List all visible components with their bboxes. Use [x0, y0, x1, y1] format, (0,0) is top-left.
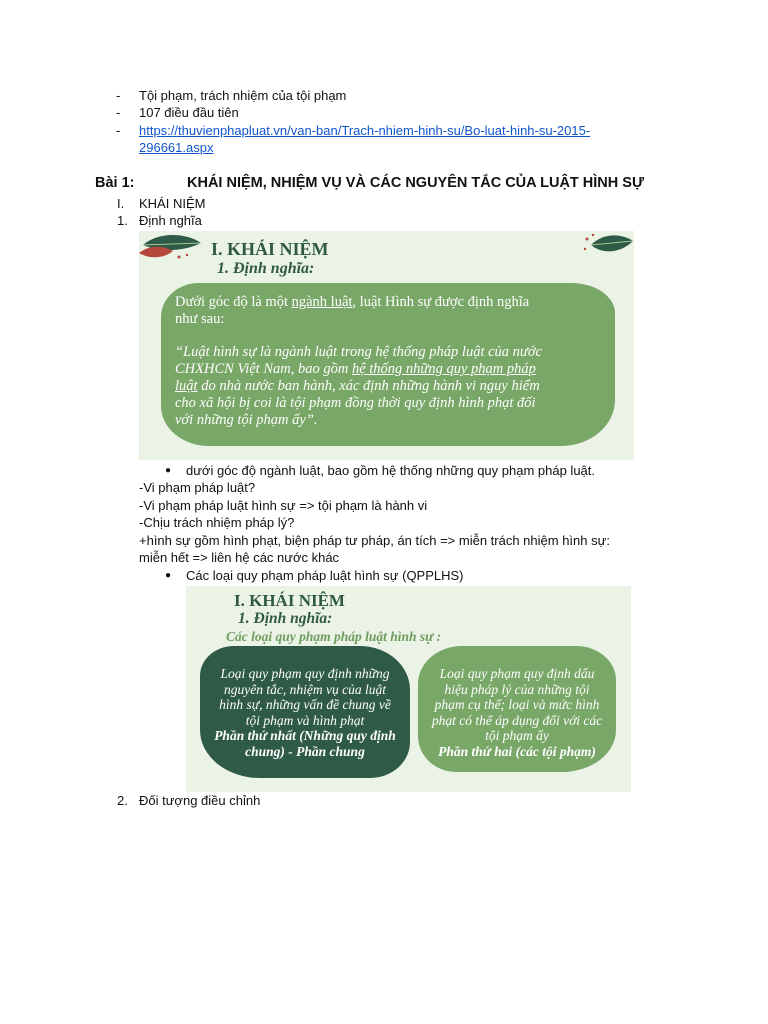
special-part-box — [418, 646, 616, 772]
section-label: KHÁI NIỆM — [139, 196, 206, 211]
section-number: I. — [117, 196, 125, 211]
law-link-line1: https://thuvienphapluat.vn/van-ban/Trach-nhiem-hinh-su/Bo-luat-hinh-su-2015- — [139, 123, 591, 138]
note-line: -Chịu trách nhiệm pháp lý? — [139, 515, 295, 530]
definition-quote: “Luật hình sự là ngành luật trong hệ thống pháp luật của nước — [175, 344, 542, 360]
law-link-line2: 296661.aspx — [139, 140, 214, 155]
list-item: 107 điều đầu tiên — [139, 105, 239, 120]
slide-title: I. KHÁI NIỆM — [211, 239, 329, 259]
subsection-number: 1. — [117, 213, 128, 228]
law-link[interactable] — [139, 122, 590, 156]
note-bullet: Các loại quy phạm pháp luật hình sự (QPPLHS) — [186, 568, 464, 583]
list-dash: - — [116, 123, 121, 138]
lesson-heading — [95, 175, 644, 191]
list-item: Tội phạm, trách nhiệm của tội phạm — [139, 88, 347, 103]
leaf-decoration-icon — [139, 231, 209, 265]
definition-quote: CHXHCN Việt Nam, bao gồm hệ thống những quy phạm pháp — [175, 361, 536, 377]
definition-slide — [139, 231, 634, 460]
subsection-label: Đối tượng điều chỉnh — [139, 793, 261, 808]
subsection-label: Định nghĩa — [139, 213, 202, 228]
definition-quote: cho xã hội bị coi là tội phạm đồng thời quy định hình phạt đối — [175, 395, 536, 411]
list-dash: - — [116, 88, 121, 103]
note-line: -Vi phạm pháp luật hình sự => tội phạm là hành vi — [139, 498, 428, 513]
list-dash: - — [116, 105, 121, 120]
definition-quote: với những tội phạm ấy”. — [175, 412, 318, 428]
slide-subtitle: 1. Định nghĩa: — [238, 610, 333, 627]
bullet-icon: ● — [165, 570, 172, 581]
note-line: -Vi phạm pháp luật? — [139, 480, 256, 495]
definition-quote: luật do nhà nước ban hành, xác định những hành vi nguy hiểm — [175, 378, 540, 394]
norm-types-slide — [186, 586, 631, 792]
note-line: miễn hết => liên hệ các nước khác — [139, 550, 340, 565]
leaf-decoration-icon — [581, 231, 634, 261]
lesson-number: Bài 1: — [95, 175, 135, 191]
bullet-icon: ● — [165, 465, 172, 476]
special-part-text: Loại quy phạm quy định dấu hiệu pháp lý của những tội phạm cụ thể; loại và mức hình phạt có thể áp dụng đối với các tội phạm ấy Phần thứ hai (các tội phạm) — [431, 666, 603, 759]
slide-title: I. KHÁI NIỆM — [234, 591, 345, 610]
note-line: +hình sự gồm hình phạt, biện pháp tư pháp, án tích => miễn trách nhiệm hình sự: — [139, 533, 610, 548]
definition-intro-cont: như sau: — [175, 311, 225, 327]
definition-intro: Dưới góc độ là một ngành luật, luật Hình sự được định nghĩa — [175, 294, 530, 310]
subsection-number: 2. — [117, 793, 128, 808]
slide-caption: Các loại quy phạm pháp luật hình sự : — [226, 629, 442, 644]
general-part-text: Loại quy phạm quy định những nguyên tắc, nhiệm vụ của luật hình sự, những vấn đề chung về tội phạm và hình phạt Phần thứ nhất (Những quy định chung) - Phần chung — [214, 666, 396, 759]
slide-subtitle: 1. Định nghĩa: — [217, 260, 315, 277]
note-bullet: dưới góc độ ngành luật, bao gồm hệ thống những quy phạm pháp luật. — [186, 463, 596, 478]
lesson-title: KHÁI NIỆM, NHIỆM VỤ VÀ CÁC NGUYÊN TẮC CỦA LUẬT HÌNH SỰ — [187, 175, 644, 191]
general-part-box — [200, 646, 410, 778]
